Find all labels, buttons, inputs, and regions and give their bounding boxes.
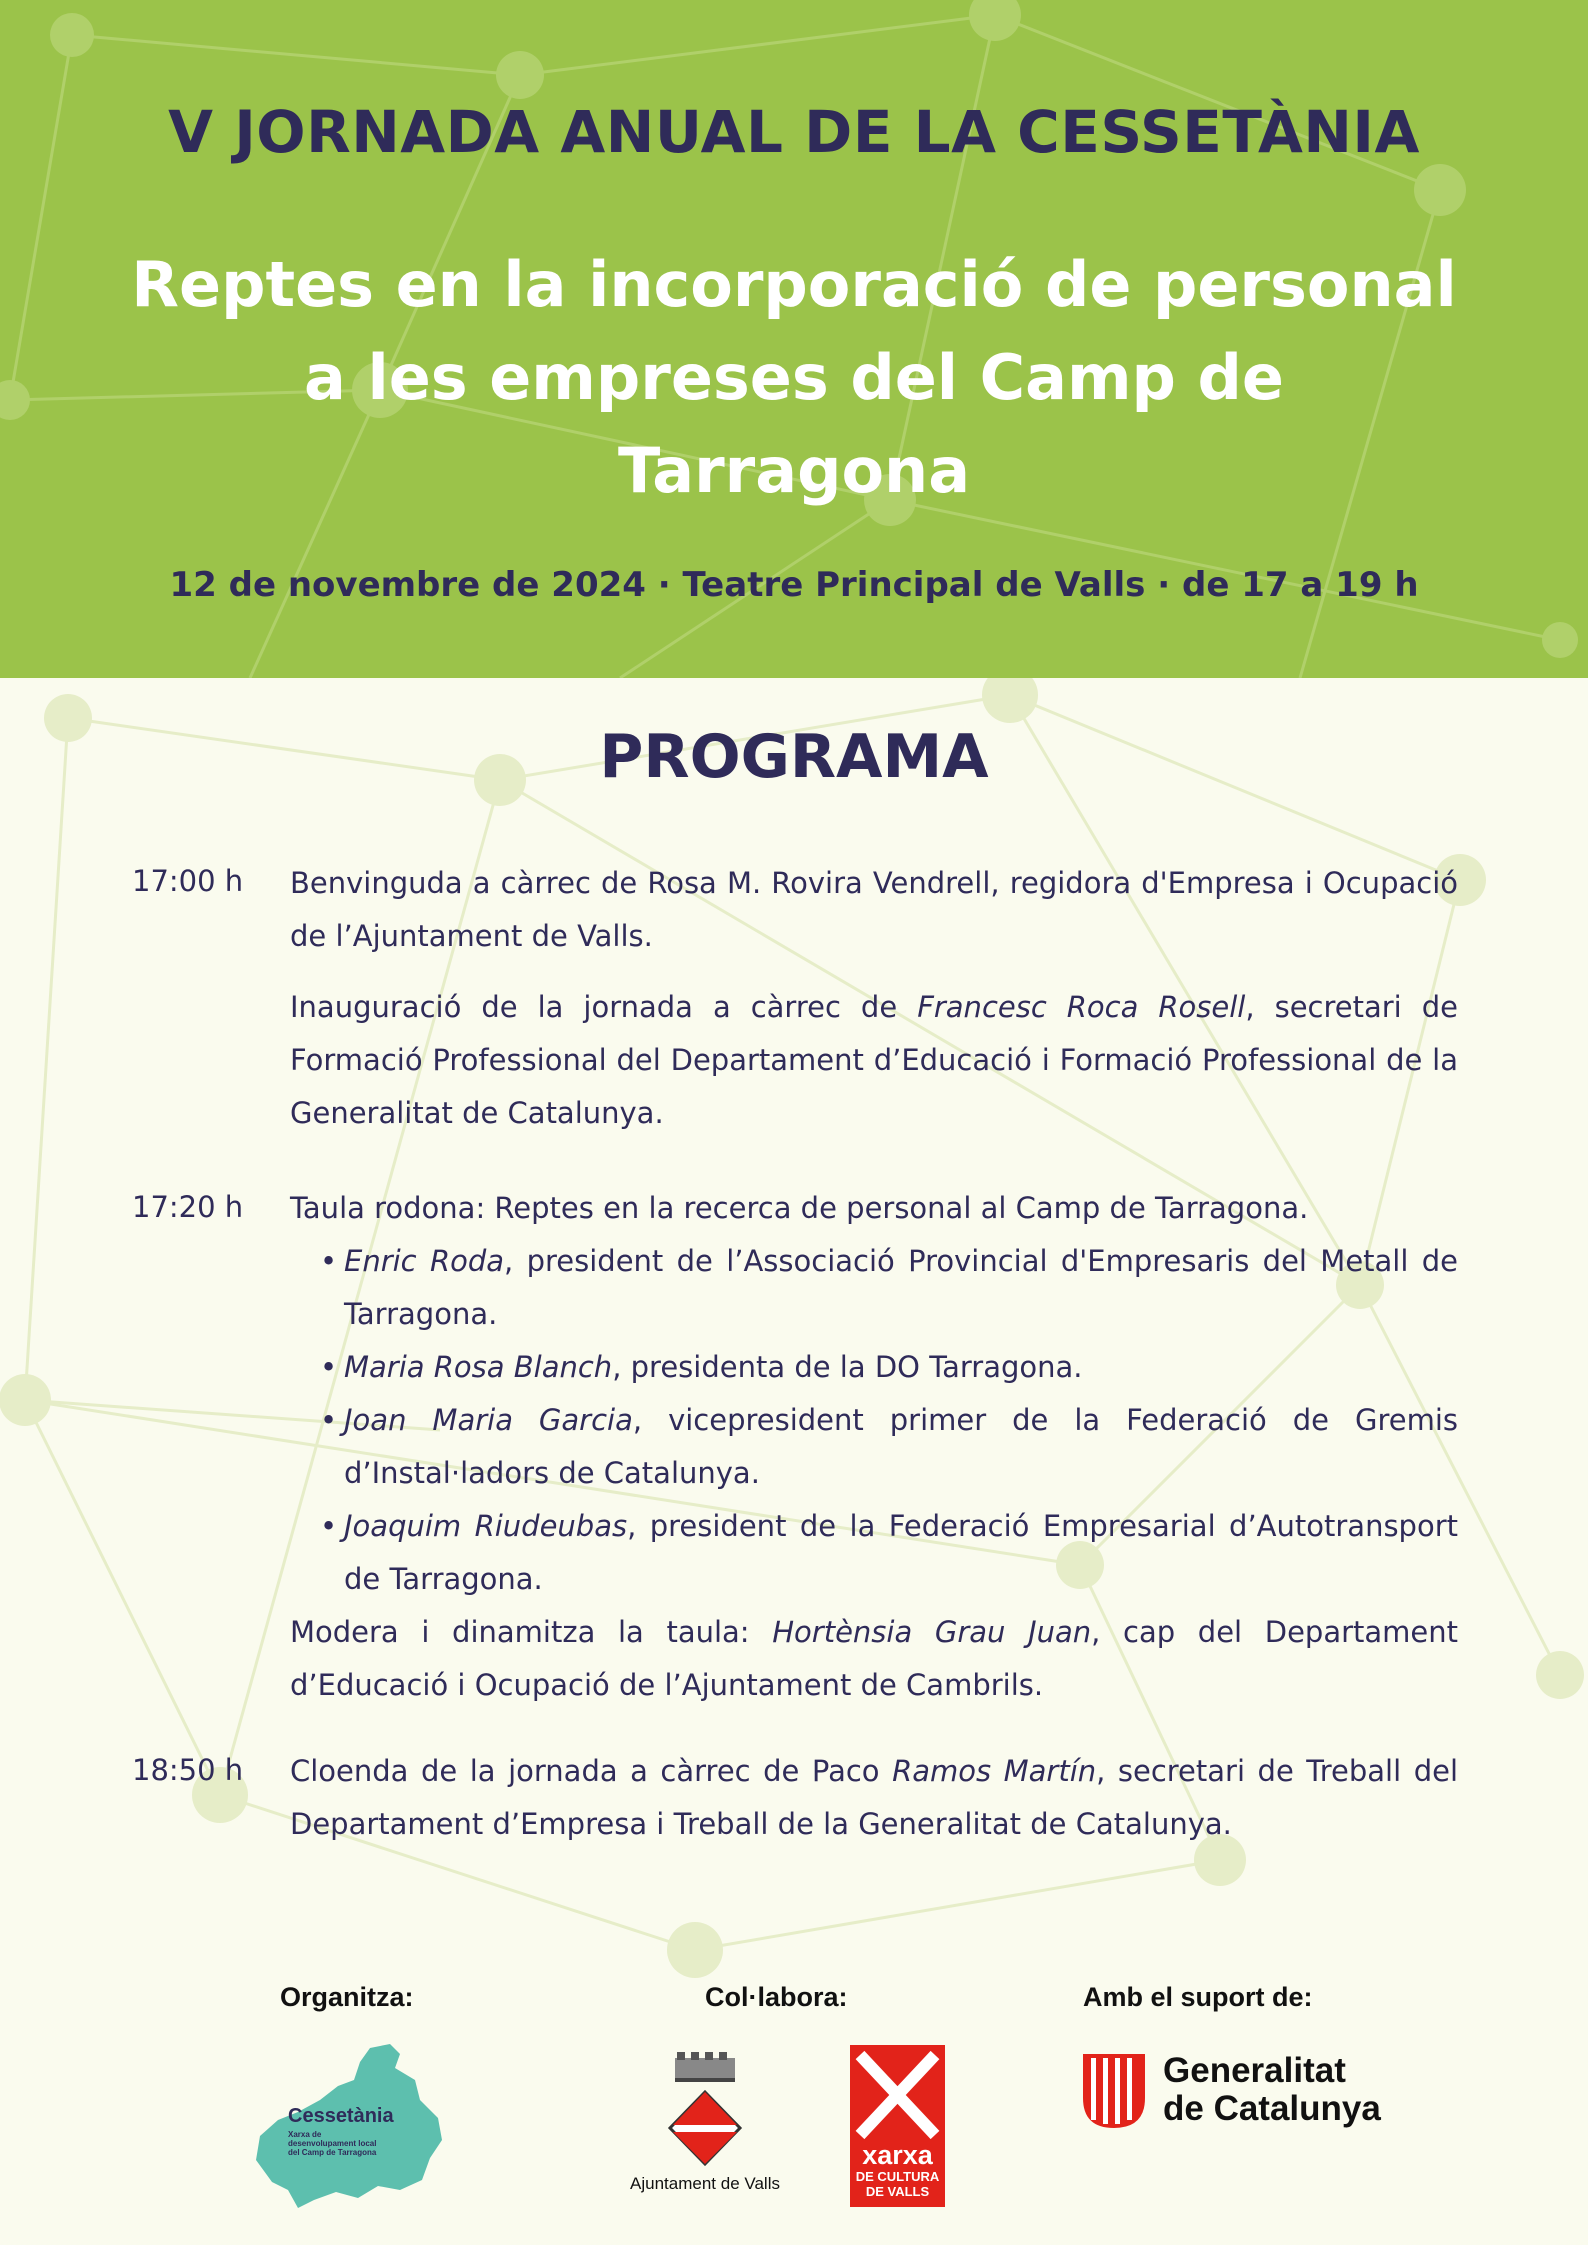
list-item: [290, 1500, 1458, 1606]
generalitat-senyera-icon: [1083, 2054, 1145, 2128]
cessetania-subtitle-line: del Camp de Tarragona: [288, 2148, 377, 2157]
text-span: Cloenda de la jornada a càrrec de Paco: [290, 1754, 893, 1788]
valls-coat-of-arms-icon: [610, 2052, 800, 2172]
cessetania-subtitle-line: desenvolupament local: [288, 2139, 377, 2148]
xarxa-cultura-logo: [850, 2045, 945, 2207]
time-label: 17:00 h: [132, 864, 244, 898]
programa-item-welcome: [290, 857, 1458, 1140]
time-label: 17:20 h: [132, 1190, 244, 1224]
bullet-icon: •: [320, 1509, 338, 1543]
programa-item-round-table: [290, 1182, 1458, 1712]
text-span: , secretari de Formació Professional del Departament d’Educació i Formació Professional de la Generalitat de Catalunya.: [290, 990, 1458, 1130]
suport-label: Amb el suport de:: [1083, 1982, 1313, 2012]
text-span: Modera i dinamitza la taula:: [290, 1615, 773, 1649]
colabora-label: Col·labora:: [705, 1982, 848, 2012]
generalitat-logo: [1083, 2052, 1413, 2132]
welcome-paragraph: Benvinguda a càrrec de Rosa M. Rovira Vendrell, regidora d'Empresa i Ocupació de l’Ajuntament de Valls.: [290, 866, 1458, 953]
panelist-name: Joan Maria Garcia: [344, 1403, 633, 1437]
bullet-icon: •: [320, 1403, 338, 1437]
text-span: Inauguració de la jornada a càrrec de: [290, 990, 918, 1024]
speaker-name: Ramos Martín: [892, 1754, 1097, 1788]
cessetania-logo: [250, 2040, 450, 2210]
xarxa-word: xarxa: [862, 2140, 933, 2170]
moderator-name: Hortènsia Grau Juan: [772, 1615, 1092, 1649]
panelist-list: [290, 1235, 1458, 1606]
panelist-name: Joaquim Riudeubas: [344, 1509, 628, 1543]
text-span: , secretari de Treball del Departament d’Empresa i Treball de la Generalitat de Catalunya.: [290, 1754, 1458, 1841]
programa-item-closing: [290, 1745, 1458, 1851]
cessetania-name: Cessetània: [288, 2105, 394, 2127]
panelist-name: Maria Rosa Blanch: [344, 1350, 613, 1384]
organitza-label: Organitza:: [280, 1982, 414, 2012]
panelist-name: Enric Roda: [344, 1244, 505, 1278]
cessetania-subtitle: [288, 2130, 376, 2157]
ajuntament-valls-logo: [610, 2052, 800, 2202]
list-item: [290, 1235, 1458, 1341]
time-label: 18:50 h: [132, 1753, 244, 1787]
text-span: , president de l’Associació Provincial d'Empresaris del Metall de Tarragona.: [344, 1244, 1458, 1331]
text-span: , presidenta de la DO Tarragona.: [612, 1350, 1083, 1384]
event-dateline: 12 de novembre de 2024 · Teatre Principal de Valls · de 17 a 19 h: [169, 565, 1419, 605]
event-title-line: Reptes en la incorporació de personal: [131, 248, 1457, 321]
valls-caption: Ajuntament de Valls: [630, 2174, 780, 2193]
text-span: , president de la Federació Empresarial d’Autotransport de Tarragona.: [344, 1509, 1458, 1596]
round-table-intro: Taula rodona: Reptes en la recerca de personal al Camp de Tarragona.: [290, 1191, 1309, 1225]
xarxa-sub: DE CULTURA: [855, 2169, 940, 2184]
event-title-line: Tarragona: [617, 434, 971, 507]
xarxa-sub: DE VALLS: [865, 2184, 930, 2199]
xarxa-x-icon: [850, 2045, 945, 2145]
event-title: [120, 238, 1468, 517]
event-kicker: V JORNADA ANUAL DE LA CESSETÀNIA: [168, 98, 1420, 166]
moderator-paragraph: [290, 1606, 1458, 1712]
bullet-icon: •: [320, 1244, 338, 1278]
generalitat-line: Generalitat: [1163, 2051, 1346, 2090]
programa-heading: PROGRAMA: [599, 722, 989, 792]
generalitat-text: [1163, 2052, 1381, 2128]
speaker-name: Francesc Roca Rosell: [917, 990, 1246, 1024]
bullet-icon: •: [320, 1350, 338, 1384]
inauguration-paragraph: [290, 981, 1458, 1140]
closing-paragraph: [290, 1745, 1458, 1851]
text-span: , vicepresident primer de la Federació de Gremis d’Instal·ladors de Catalunya.: [344, 1403, 1458, 1490]
event-title-line: a les empreses del Camp de: [304, 341, 1284, 414]
list-item: [290, 1394, 1458, 1500]
text-span: , cap del Departament d’Educació i Ocupació de l’Ajuntament de Cambrils.: [290, 1615, 1458, 1702]
generalitat-line: de Catalunya: [1163, 2089, 1381, 2128]
xarxa-text: [850, 2141, 945, 2199]
cessetania-subtitle-line: Xarxa de: [288, 2130, 322, 2139]
list-item: [290, 1341, 1458, 1394]
